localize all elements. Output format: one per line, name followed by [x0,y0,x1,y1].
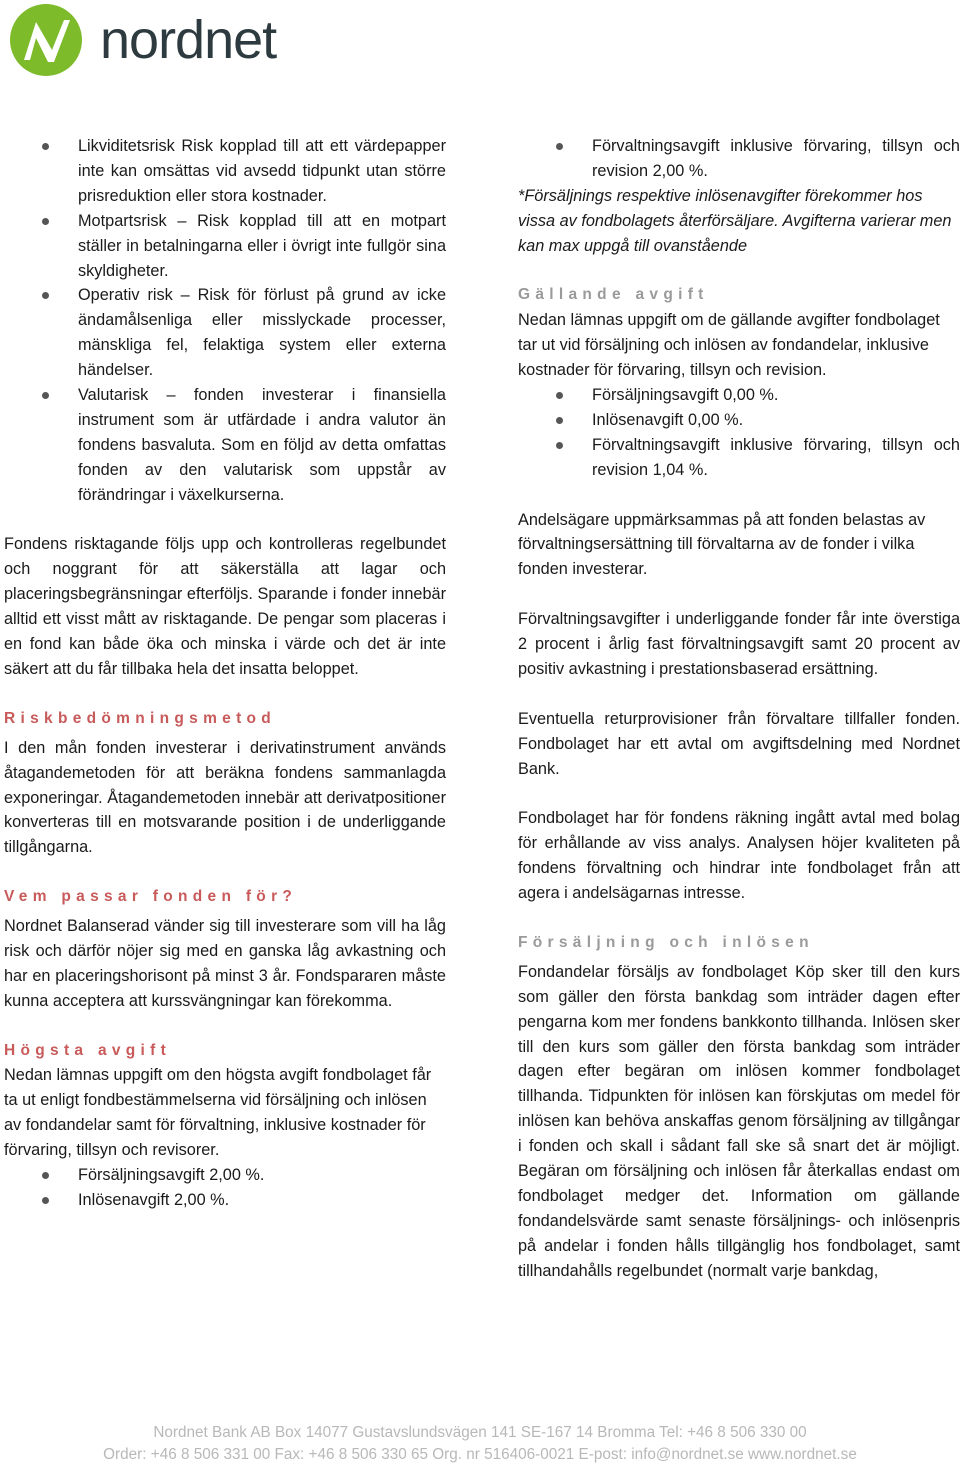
target-investor-paragraph: Nordnet Balanserad vänder sig till investerare som vill ha låg risk och därför nöjer sig med en ganska låg avkastning och har en placeringshorisont på minst 3 år. Fondspararen måste kunna acceptera att kurssvängningar kan förekomma. [4,917,446,1010]
sales-redemption-paragraph: Fondandelar försäljs av fondbolaget Köp sker till den kurs som gäller den första bankdag som inträder dagen efter pengarna kom mer fondens bankkonto tillhanda. Inlösen sker till den kurs som gäller den första bankdag som inträder dagen efter begäran om inlösen kommer fondbolaget tillhanda. Tidpunkten för inlösen kan förskjutas om medel för inlösen kan behöva anskaffas genom försäljning av tillgångar i fonden och skall i sådant fall ske så snart det är möjligt. Begäran om försäljning och inlösen får återkallas endast om fondbolaget medger det. Information om gällande fondandelsvärde samt senaste försäljnings- och inlösenpris på andelar i fonden hålls tillgänglig hos fondbolaget, samt tillhandahålls regelbundet (normalt varje bankdag, [518,962,960,1280]
return-commission-paragraph: Eventuella returprovisioner från förvaltare tillfaller fonden. Fondbolaget har ett avtal om avgiftsdelning med Nordnet Bank. [518,709,960,778]
footer-contact: Order: +46 8 506 331 00 Fax: +46 8 506 330 65 Org. nr 516406-0021 E-post: info@nordnet.se www.nordnet.se [103,1446,857,1463]
risk-method-paragraph: I den mån fonden investerar i derivatinstrument används åtagandemetoden för att beräkna fondens sammanlagda exponeringar. Åtagandemetoden innebär att derivatpositioner konverteras till en motsvarande position i de underliggande tillgångarna. [4,738,446,857]
list-item: Förvaltningsavgift inklusive förvaring, tillsyn och revision 1,04 %. [518,433,960,483]
list-item: Förvaltningsavgift inklusive förvaring, tillsyn och revision 2,00 %. [518,134,960,184]
risk-method-heading: Riskbedömningsmetod [4,709,277,727]
shareholders-paragraph: Andelsägare uppmärksammas på att fonden belastas av förvaltningsersättning till förvaltarna av de fonder i vilka fonden investerar. [518,510,926,579]
current-fee-heading: Gällande avgift [518,286,709,304]
analysis-paragraph: Fondbolaget har för fondens räkning ingått avtal med bolag för erhållande av viss analys. Analysen höjer kvaliteten på fondens förvaltning och hindrar inte fondbolaget från att agera i andelsägarnas intresse. [518,809,960,903]
footer-address: Nordnet Bank AB Box 14077 Gustavslundsvägen 141 SE-167 14 Bromma Tel: +46 8 506 330 00 [153,1424,807,1441]
risk-paragraph: Fondens risktagande följs upp och kontrolleras regelbundet och noggrant för att säkerställa att lagar och placeringsbegränsningar efterföljs. Sparande i fonder innebär alltid ett visst mått av risktagande. De pengar som placeras i en fond kan både öka och minska i värde och det är inte säkert att du får tillbaka hela det insatta beloppet. [4,535,446,679]
list-item: Motpartsrisk – Risk kopplad till att en motpart ställer in betalningarna eller i övrigt inte fullgör sina skyldigheter. [4,209,446,284]
list-item: Likviditetsrisk Risk kopplad till att ett värdepapper inte kan omsättas vid avsedd tidpunkt utan större prisreduktion eller stora kostnader. [4,134,446,209]
max-fee-bullet-list-cont [518,134,960,184]
sales-redemption-heading: Försäljning och inlösen [518,933,814,951]
list-item: Valutarisk – fonden investerar i finansiella instrument som är utfärdade i andra valutor än fondens basvaluta. Som en följd av detta omfattas fonden av den valutarisk som uppstår av förändringar i växelkurserna. [4,383,446,508]
nordnet-logo-mark-icon [6,2,86,78]
left-column [4,134,446,1213]
risk-bullet-list [4,134,446,508]
max-fee-bullet-list [4,1163,446,1213]
list-item: Försäljningsavgift 0,00 %. [518,383,960,408]
current-fee-bullet-list [518,383,960,483]
underlying-fees-paragraph: Förvaltningsavgifter i underliggande fonder får inte överstiga 2 procent i årlig fast förvaltningsavgift samt 20 procent av positiv avkastning i prestationsbaserad ersättning. [518,610,960,678]
nordnet-logo-wordmark: nordnet [100,10,277,70]
max-fee-paragraph: Nedan lämnas uppgift om den högsta avgift fondbolaget får ta ut enligt fondbestämmelserna vid försäljning och inlösen av fondandelar samt för förvaltning, inklusive kostnader för förvaring, tillsyn och revisorer. [4,1066,432,1160]
list-item: Operativ risk – Risk för förlust på grund av icke ändamålsenliga eller misslyckade processer, mänskliga fel, felaktiga system eller externa händelser. [4,283,446,383]
list-item: Inlösenavgift 0,00 %. [518,408,960,433]
right-column [518,134,960,1284]
max-fee-heading: Högsta avgift [4,1041,172,1059]
current-fee-paragraph: Nedan lämnas uppgift om de gällande avgifter fondbolaget tar ut vid försäljning och inlösen av fondandelar, inklusive kostnader för förvaring, tillsyn och revision. [518,311,940,380]
list-item: Inlösenavgift 2,00 %. [4,1188,446,1213]
nordnet-logo [6,2,326,78]
list-item: Försäljningsavgift 2,00 %. [4,1163,446,1188]
max-fee-note: *Försäljnings respektive inlösenavgifter förekommer hos vissa av fondbolagets återförsäljare. Avgifterna varierar men kan max uppgå till ovanstående [518,186,952,255]
target-investor-heading: Vem passar fonden för? [4,888,298,906]
